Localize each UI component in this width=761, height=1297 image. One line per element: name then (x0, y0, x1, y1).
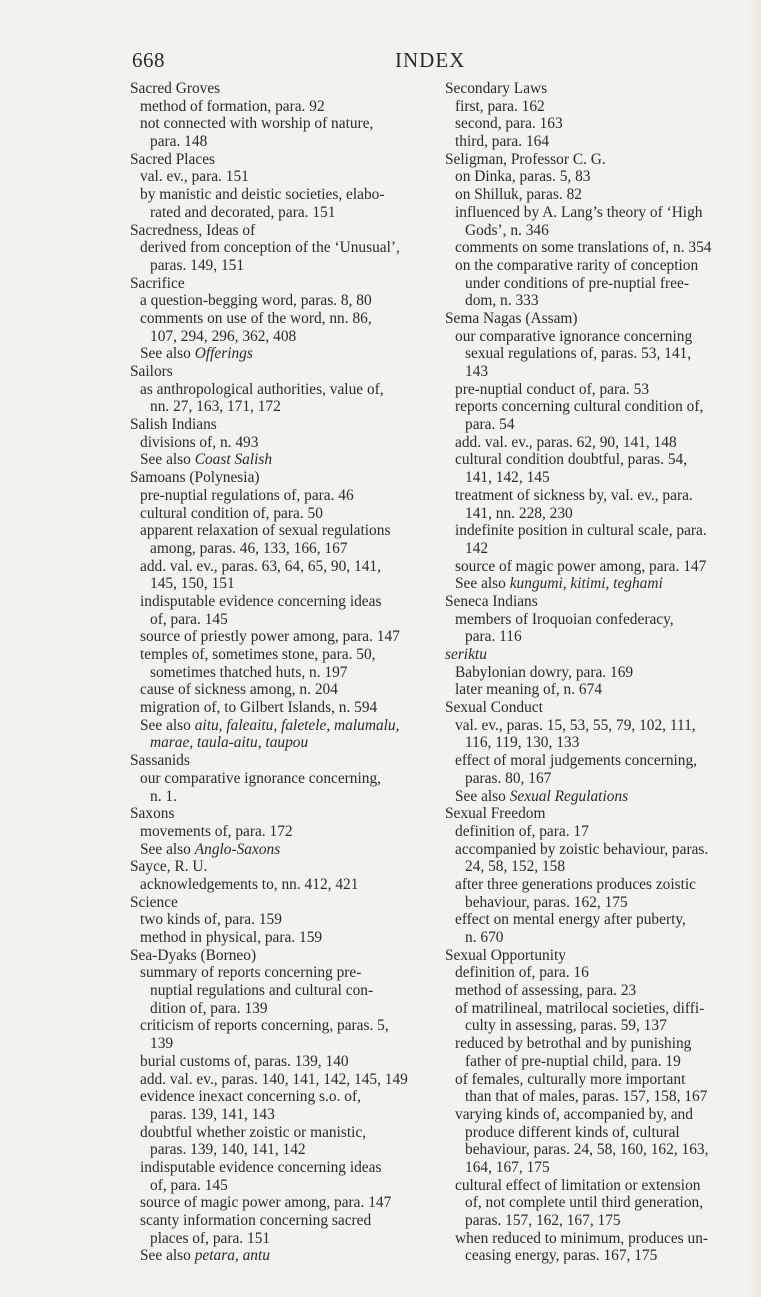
cross-reference-term: petara, antu (194, 1247, 270, 1265)
index-continuation: para. 148 (150, 133, 208, 151)
index-continuation: paras. 157, 162, 167, 175 (465, 1212, 621, 1229)
index-subentry: second, para. 163 (455, 115, 563, 133)
index-subentry: burial customs of, paras. 139, 140 (140, 1052, 349, 1070)
index-subentry: reduced by betrothal and by punishing (455, 1035, 692, 1053)
index-heading: Science (130, 893, 178, 911)
index-subentry: our comparative ignorance concerning (455, 327, 693, 345)
index-subentry: varying kinds of, accompanied by, and (455, 1105, 693, 1123)
index-continuation: behaviour, paras. 162, 175 (465, 893, 628, 911)
index-subentry: doubtful whether zoistic or manistic, (140, 1123, 367, 1141)
index-continuation: of, para. 145 (150, 610, 228, 628)
index-continuation: 107, 294, 296, 362, 408 (150, 327, 297, 345)
index-continuation: 141, nn. 228, 230 (465, 504, 573, 522)
index-heading: Sea-Dyaks (Borneo) (130, 946, 257, 964)
index-continuation: than that of males, paras. 157, 158, 167 (465, 1088, 708, 1106)
index-heading: Salish Indians (130, 416, 217, 434)
index-heading: Sexual Opportunity (445, 946, 566, 964)
index-subentry: val. ev., paras. 15, 53, 55, 79, 102, 111, (455, 716, 696, 734)
index-continuation: produce different kinds of, cultural (465, 1123, 680, 1141)
index-subentry: reports concerning cultural condition of, (455, 398, 704, 416)
index-subentry: See also petara, antu (140, 1247, 270, 1265)
index-subentry: of females, culturally more important (455, 1070, 686, 1088)
index-subentry: cause of sickness among, n. 204 (140, 681, 338, 699)
index-subentry: two kinds of, para. 159 (140, 911, 282, 929)
index-subentry: first, para. 162 (455, 97, 545, 115)
index-column-left (130, 80, 430, 1265)
index-heading: Sema Nagas (Assam) (445, 309, 578, 327)
index-subentry: effect on mental energy after puberty, (455, 911, 686, 929)
index-column-right (445, 80, 737, 1265)
index-continuation: 141, 142, 145 (465, 469, 550, 487)
index-continuation (130, 734, 430, 752)
index-subentry: members of Iroquoian confederacy, (455, 610, 674, 628)
index-continuation: rated and decorated, para. 151 (150, 203, 336, 221)
index-continuation: sometimes thatched huts, n. 197 (150, 663, 348, 681)
index-subentry: on Shilluk, paras. 82 (455, 186, 582, 204)
index-continuation: ceasing energy, paras. 167, 175 (465, 1247, 658, 1265)
cross-reference-term: kungumi, kitimi, teghami (509, 575, 663, 593)
index-heading: Sexual Freedom (445, 805, 546, 823)
index-subentry: acknowledgements to, nn. 412, 421 (140, 875, 359, 893)
index-subentry: effect of moral judgements concerning, (455, 752, 698, 770)
cross-reference-term: aitu, faleaitu, faletele, malumalu, (194, 716, 400, 734)
index-subentry: by manistic and deistic societies, elabo- (140, 186, 385, 204)
index-subentry: our comparative ignorance concerning, (140, 769, 382, 787)
index-subentry: source of priestly power among, para. 147 (140, 628, 400, 646)
index-subentry: indefinite position in cultural scale, para. (455, 522, 707, 540)
index-subentry: val. ev., para. 151 (140, 168, 249, 186)
index-subentry: cultural effect of limitation or extension (455, 1176, 701, 1194)
index-continuation: places of, para. 151 (150, 1229, 271, 1247)
index-continuation: 139 (150, 1035, 174, 1053)
index-subentry: movements of, para. 172 (140, 822, 293, 840)
index-subentry: add. val. ev., paras. 62, 90, 141, 148 (455, 433, 677, 451)
index-subentry: summary of reports concerning pre- (140, 964, 362, 982)
index-subentry: when reduced to minimum, produces un- (455, 1229, 709, 1247)
index-continuation: behaviour, paras. 24, 58, 160, 162, 163, (465, 1141, 709, 1159)
index-subentry: not connected with worship of nature, (140, 115, 374, 133)
index-subentry: method of formation, para. 92 (140, 97, 325, 115)
index-subentry: cultural condition doubtful, paras. 54, (455, 451, 688, 469)
index-heading: Saxons (130, 805, 175, 823)
index-heading: Sayce, R. U. (130, 858, 208, 876)
cross-reference-term: Coast Salish (194, 451, 273, 469)
index-subentry: accompanied by zoistic behaviour, paras. (455, 840, 709, 858)
index-heading: Sacred Groves (130, 80, 221, 97)
index-subentry: apparent relaxation of sexual regulations (140, 522, 391, 540)
cross-reference-term: Sexual Regulations (509, 787, 629, 805)
cross-reference-term: marae, taula-aitu, taupou (150, 734, 309, 752)
page-title: INDEX (395, 48, 466, 72)
index-subentry: method of assessing, para. 23 (455, 982, 637, 1000)
index-heading: Seligman, Professor C. G. (445, 150, 606, 168)
index-continuation: father of pre-nuptial child, para. 19 (465, 1052, 681, 1070)
index-subentry: pre-nuptial conduct of, para. 53 (455, 380, 650, 398)
page-number: 668 (132, 48, 165, 72)
index-subentry: on the comparative rarity of conception (455, 256, 699, 274)
index-subentry: definition of, para. 16 (455, 964, 589, 982)
index-heading: Samoans (Polynesia) (130, 469, 260, 487)
index-subentry: treatment of sickness by, val. ev., para. (455, 486, 693, 504)
index-heading: Secondary Laws (445, 80, 548, 97)
index-subentry: temples of, sometimes stone, para. 50, (140, 646, 376, 663)
index-heading: Sailors (130, 363, 173, 380)
index-continuation: 142 (465, 539, 489, 557)
index-continuation: paras. 139, 141, 143 (150, 1105, 275, 1123)
index-subentry: definition of, para. 17 (455, 822, 589, 840)
index-subentry: on Dinka, paras. 5, 83 (455, 168, 591, 186)
index-subentry: of matrilineal, matrilocal societies, diffi- (455, 999, 705, 1017)
index-subentry: See also Sexual Regulations (455, 787, 629, 805)
index-subentry: influenced by A. Lang’s theory of ‘High (455, 203, 703, 221)
index-subentry: Babylonian dowry, para. 169 (455, 663, 634, 681)
index-subentry: See also Coast Salish (140, 451, 273, 469)
index-continuation: paras. 80, 167 (465, 769, 552, 787)
index-subentry: add. val. ev., paras. 63, 64, 65, 90, 141, (140, 557, 381, 575)
page-header (132, 48, 732, 74)
index-subentry: See also Offerings (140, 345, 253, 363)
index-subentry: after three generations produces zoistic (455, 875, 697, 893)
index-continuation: Gods’, n. 346 (465, 221, 549, 239)
index-subentry: indisputable evidence concerning ideas (140, 1158, 382, 1176)
index-heading: Sassanids (130, 752, 190, 770)
cross-reference-term: seriktu (445, 646, 487, 663)
index-continuation: of, para. 145 (150, 1176, 228, 1194)
index-subentry: indisputable evidence concerning ideas (140, 592, 382, 610)
index-subentry: See also Anglo-Saxons (140, 840, 281, 858)
index-subentry: See also aitu, faleaitu, faletele, malumalu, (140, 716, 400, 734)
index-continuation: nn. 27, 163, 171, 172 (150, 398, 281, 416)
index-continuation: sexual regulations of, paras. 53, 141, (465, 345, 692, 363)
index-heading: Sacredness, Ideas of (130, 221, 256, 239)
index-subentry: comments on some translations of, n. 354 (455, 239, 712, 257)
index-subentry: pre-nuptial regulations of, para. 46 (140, 486, 354, 504)
index-continuation: para. 116 (465, 628, 522, 646)
index-heading (445, 646, 737, 664)
index-continuation: 24, 58, 152, 158 (465, 858, 566, 876)
index-continuation: para. 54 (465, 416, 515, 434)
index-continuation: 164, 167, 175 (465, 1158, 550, 1176)
cross-reference-term: Anglo-Saxons (194, 840, 281, 858)
index-subentry: divisions of, n. 493 (140, 433, 259, 451)
index-subentry: later meaning of, n. 674 (455, 681, 603, 699)
index-heading: Sacrifice (130, 274, 185, 292)
index-subentry: evidence inexact concerning s.o. of, (140, 1088, 361, 1106)
index-subentry: a question-begging word, paras. 8, 80 (140, 292, 372, 310)
index-subentry: derived from conception of the ‘Unusual’, (140, 239, 400, 257)
index-continuation: 143 (465, 363, 489, 380)
index-continuation: dition of, para. 139 (150, 999, 268, 1017)
index-continuation: n. 670 (465, 929, 504, 946)
index-subentry: comments on use of the word, nn. 86, (140, 309, 372, 327)
index-subentry: source of magic power among, para. 147 (455, 557, 707, 575)
index-heading: Sacred Places (130, 150, 216, 168)
index-continuation: of, not complete until third generation, (465, 1194, 704, 1212)
index-continuation: paras. 139, 140, 141, 142 (150, 1141, 306, 1159)
index-subentry: criticism of reports concerning, paras. 5, (140, 1017, 389, 1035)
index-continuation: n. 1. (150, 787, 177, 805)
index-continuation: culty in assessing, paras. 59, 137 (465, 1017, 667, 1035)
index-subentry: See also kungumi, kitimi, teghami (455, 575, 663, 593)
index-continuation: among, paras. 46, 133, 166, 167 (150, 539, 348, 557)
index-subentry: third, para. 164 (455, 133, 550, 151)
page-edge (747, 0, 761, 1297)
index-subentry: migration of, to Gilbert Islands, n. 594 (140, 699, 378, 717)
index-subentry: source of magic power among, para. 147 (140, 1194, 392, 1212)
index-continuation: dom, n. 333 (465, 292, 539, 310)
index-continuation: nuptial regulations and cultural con- (150, 982, 374, 1000)
index-subentry: scanty information concerning sacred (140, 1212, 372, 1229)
cross-reference-term: Offerings (194, 345, 253, 363)
index-heading: Seneca Indians (445, 592, 538, 610)
index-subentry: method in physical, para. 159 (140, 929, 323, 946)
index-subentry: cultural condition of, para. 50 (140, 504, 323, 522)
index-continuation: paras. 149, 151 (150, 256, 245, 274)
index-continuation: 116, 119, 130, 133 (465, 734, 580, 752)
index-continuation: under conditions of pre-nuptial free- (465, 274, 689, 292)
index-continuation: 145, 150, 151 (150, 575, 235, 593)
index-subentry: add. val. ev., paras. 140, 141, 142, 145, 149 (140, 1070, 408, 1088)
index-heading: Sexual Conduct (445, 699, 543, 717)
index-subentry: as anthropological authorities, value of, (140, 380, 384, 398)
